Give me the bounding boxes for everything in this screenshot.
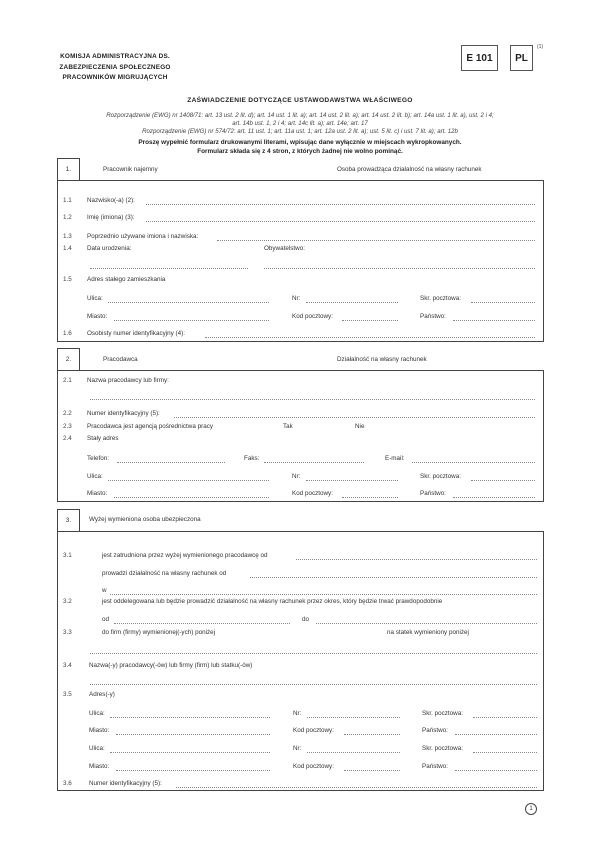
instruction-1: Proszę wypełnić formularz drukowanymi literami, wpisując dane wyłącznie w miejscach wykropkowanych. <box>138 139 462 146</box>
form-code-box <box>461 45 498 71</box>
in-field[interactable] <box>110 594 537 595</box>
row-number: 3.2 <box>63 598 72 605</box>
city-field[interactable] <box>114 320 269 321</box>
document-title: ZAŚWIADCZENIE DOTYCZĄCE USTAWODAWSTWA WŁAŚCIWEGO <box>187 97 413 104</box>
row-number: 3.5 <box>63 691 72 698</box>
street-field-1[interactable] <box>110 717 270 718</box>
house-number-field-2[interactable] <box>307 752 400 753</box>
section-3-number <box>57 509 80 531</box>
instruction-2: Formularz składa się z 4 stron, z których żadnej nie wolno pominąć. <box>197 148 403 155</box>
employed-since-label[interactable]: jest zatrudniona przez wyżej wymienionego pracodawcę od <box>102 552 268 559</box>
po-box-label: Skr. pocztowa: <box>420 473 461 480</box>
po-box-field[interactable] <box>471 302 535 303</box>
employer-name-field[interactable] <box>90 399 535 400</box>
country-field[interactable] <box>453 497 535 498</box>
org-line-1: KOMISJA ADMINISTRACYJNA DS. <box>60 53 170 60</box>
section-3-title: Wyżej wymieniona osoba ubezpieczona <box>89 516 201 523</box>
section-1-number <box>57 158 80 180</box>
row-number: 3.3 <box>63 629 72 636</box>
postcode-label: Kod pocztowy: <box>293 763 334 770</box>
page-number-badge <box>525 803 537 815</box>
row-number: 1.4 <box>63 245 72 252</box>
country-label: Państwo: <box>420 313 446 320</box>
house-number-field-1[interactable] <box>307 717 400 718</box>
surname-field[interactable] <box>146 204 535 205</box>
street-label: Ulica: <box>89 710 105 717</box>
option-employer[interactable]: Pracodawca <box>103 356 138 363</box>
page-number: 1 <box>529 806 533 812</box>
po-box-field-2[interactable] <box>473 752 537 753</box>
postcode-field[interactable] <box>342 497 398 498</box>
period-to-field[interactable] <box>316 623 537 624</box>
phone-label: Telefon: <box>87 455 110 462</box>
country-code: PL <box>515 52 528 64</box>
row-number: 3.6 <box>63 780 72 787</box>
birth-date-label: Data urodzenia: <box>87 245 132 252</box>
self-employed-since-field[interactable] <box>250 577 537 578</box>
organization-name <box>50 52 180 84</box>
country-label: Państwo: <box>422 727 448 734</box>
city-field[interactable] <box>114 497 269 498</box>
street-field-2[interactable] <box>110 752 270 753</box>
country-field-1[interactable] <box>455 734 537 735</box>
personal-id-label: Osobisty numer identyfikacyjny (4): <box>87 330 185 337</box>
period-to-label: do <box>302 616 310 623</box>
row-number: 1.5 <box>63 276 72 283</box>
section-2-number <box>57 348 80 370</box>
previous-names-label: Poprzednio używane imiona i nazwiska: <box>87 233 199 240</box>
row-number: 1.6 <box>63 330 72 337</box>
to-ship-option[interactable]: na statek wymieniony poniżej <box>387 629 469 636</box>
city-field-1[interactable] <box>116 734 270 735</box>
house-number-field[interactable] <box>306 480 398 481</box>
city-label: Miasto: <box>89 727 110 734</box>
street-label: Ulica: <box>87 295 103 302</box>
in-label: w <box>102 587 107 594</box>
po-box-field[interactable] <box>471 480 535 481</box>
fax-field[interactable] <box>264 462 364 463</box>
option-own-business[interactable]: Działalność na własny rachunek <box>337 356 427 363</box>
section-2-number-text: 2. <box>65 356 72 363</box>
row-number: 1.1 <box>63 197 72 204</box>
row-number: 3.1 <box>63 552 72 559</box>
birth-date-field[interactable] <box>90 268 248 269</box>
employer-names-field[interactable] <box>90 684 537 685</box>
period-from-label: od <box>102 616 110 623</box>
street-field[interactable] <box>108 480 269 481</box>
employer-name-label: Nazwa pracodawcy lub firmy: <box>87 377 169 384</box>
first-name-label: Imię (imiona) (3): <box>87 214 135 221</box>
agency-no-option[interactable]: Nie <box>355 423 365 430</box>
section-2-box <box>57 370 544 502</box>
row-number: 1.3 <box>63 233 72 240</box>
addresses-label: Adres(-y) <box>89 691 115 698</box>
employer-id-label: Numer identyfikacyjny (5): <box>87 410 160 417</box>
city-field-2[interactable] <box>116 770 270 771</box>
row-number: 1.2 <box>63 214 72 221</box>
to-firms-option[interactable]: do firm (firmy) wymienionej(-ych) poniżej <box>102 629 216 636</box>
postcode-label: Kod pocztowy: <box>292 313 333 320</box>
row-number: 2.2 <box>63 410 72 417</box>
street-label: Ulica: <box>87 473 103 480</box>
permanent-address-label: Stały adres <box>87 435 119 442</box>
postcode-field-1[interactable] <box>344 734 400 735</box>
option-employee[interactable]: Pracownik najemny <box>103 166 158 173</box>
country-field[interactable] <box>453 320 535 321</box>
surname-label: Nazwisko(-a) (2): <box>87 197 135 204</box>
email-label: E-mail: <box>385 455 405 462</box>
postcode-field-2[interactable] <box>344 770 400 771</box>
country-label: Państwo: <box>420 490 446 497</box>
employer-id-field[interactable] <box>174 417 535 418</box>
form-code: E 101 <box>466 52 493 64</box>
phone-field[interactable] <box>117 462 225 463</box>
identification-number-label: Numer identyfikacyjny (5): <box>89 780 162 787</box>
house-number-label: Nr: <box>292 295 301 302</box>
regulation-2: Rozporządzenie (EWG) nr 574/72: art. 11 ust. 1; art. 11a ust. 1; art. 12a ust. 2 lit. a); ust. 5 lit. c) i ust. 7 lit. a); art. 12b <box>142 128 458 135</box>
country-field-2[interactable] <box>455 770 537 771</box>
house-number-label: Nr: <box>293 710 302 717</box>
city-label: Miasto: <box>87 490 108 497</box>
postcode-label: Kod pocztowy: <box>293 727 334 734</box>
house-number-field[interactable] <box>306 302 398 303</box>
previous-names-field[interactable] <box>217 240 535 241</box>
house-number-label: Nr: <box>292 473 301 480</box>
row-number: 2.1 <box>63 377 72 384</box>
nationality-label: Obywatelstwo: <box>264 245 305 252</box>
street-field[interactable] <box>108 302 269 303</box>
house-number-label: Nr: <box>293 745 302 752</box>
po-box-label: Skr. pocztowa: <box>422 745 463 752</box>
row-number: 2.3 <box>63 423 72 430</box>
postcode-label: Kod pocztowy: <box>292 490 333 497</box>
regulation-1-line-2: art. 14b ust. 1, 2 i 4; art. 14c lit. a); art. 14e; art. 17 <box>232 120 368 127</box>
posted-period-label: jest oddelegowana lub będzie prowadzić działalność na własny rachunek przez okres, który będzie trwać prawdopodobnie <box>102 598 443 605</box>
first-name-field[interactable] <box>146 221 535 222</box>
agency-question-label: Pracodawca jest agencją pośrednictwa pracy <box>87 423 214 430</box>
personal-id-field[interactable] <box>205 337 535 338</box>
email-field[interactable] <box>412 462 535 463</box>
po-box-field-1[interactable] <box>473 717 537 718</box>
fax-label: Faks: <box>244 455 260 462</box>
country-code-box <box>510 45 533 71</box>
section-3-number-text: 3. <box>65 517 72 524</box>
country-label: Państwo: <box>422 763 448 770</box>
regulation-1-line-1: Rozporządzenie (EWG) nr 1408/71: art. 13 ust. 2 lit. d); art. 14 ust. 1 lit. a); art. 14 ust. 2 lit. a); art. 14 ust. 2 lit. b); art. 14a ust. 1 lit. a), ust. 2 i 4; <box>106 112 494 119</box>
identification-number-field[interactable] <box>176 787 537 788</box>
agency-yes-option[interactable]: Tak <box>283 423 293 430</box>
employed-since-field[interactable] <box>296 559 537 560</box>
period-from-field[interactable] <box>114 623 290 624</box>
row-number: 2.4 <box>63 435 72 442</box>
postcode-field[interactable] <box>342 320 398 321</box>
section-1-number-text: 1. <box>65 166 72 173</box>
org-line-2: ZABEZPIECZENIA SPOŁECZNEGO <box>59 63 171 71</box>
address-label: Adres stałego zamieszkania <box>87 276 166 283</box>
street-label: Ulica: <box>89 745 105 752</box>
po-box-label: Skr. pocztowa: <box>422 710 463 717</box>
org-line-3: PRACOWNIKÓW MIGRUJĄCYCH <box>62 74 168 81</box>
employer-names-label: Nazwa(-y) pracodawcy(-ów) lub firmy (firm) lub statku(-ów) <box>89 662 253 669</box>
city-label: Miasto: <box>87 313 108 320</box>
country-footnote: (1) <box>537 44 544 50</box>
option-self-employed[interactable]: Osoba prowadząca działalność na własny rachunek <box>337 166 482 173</box>
self-employed-since-label[interactable]: prowadzi działalność na własny rachunek od <box>102 570 227 577</box>
nationality-field[interactable] <box>264 268 535 269</box>
firms-field[interactable] <box>90 653 537 654</box>
city-label: Miasto: <box>89 763 110 770</box>
row-number: 3.4 <box>63 662 72 669</box>
po-box-label: Skr. pocztowa: <box>420 295 461 302</box>
